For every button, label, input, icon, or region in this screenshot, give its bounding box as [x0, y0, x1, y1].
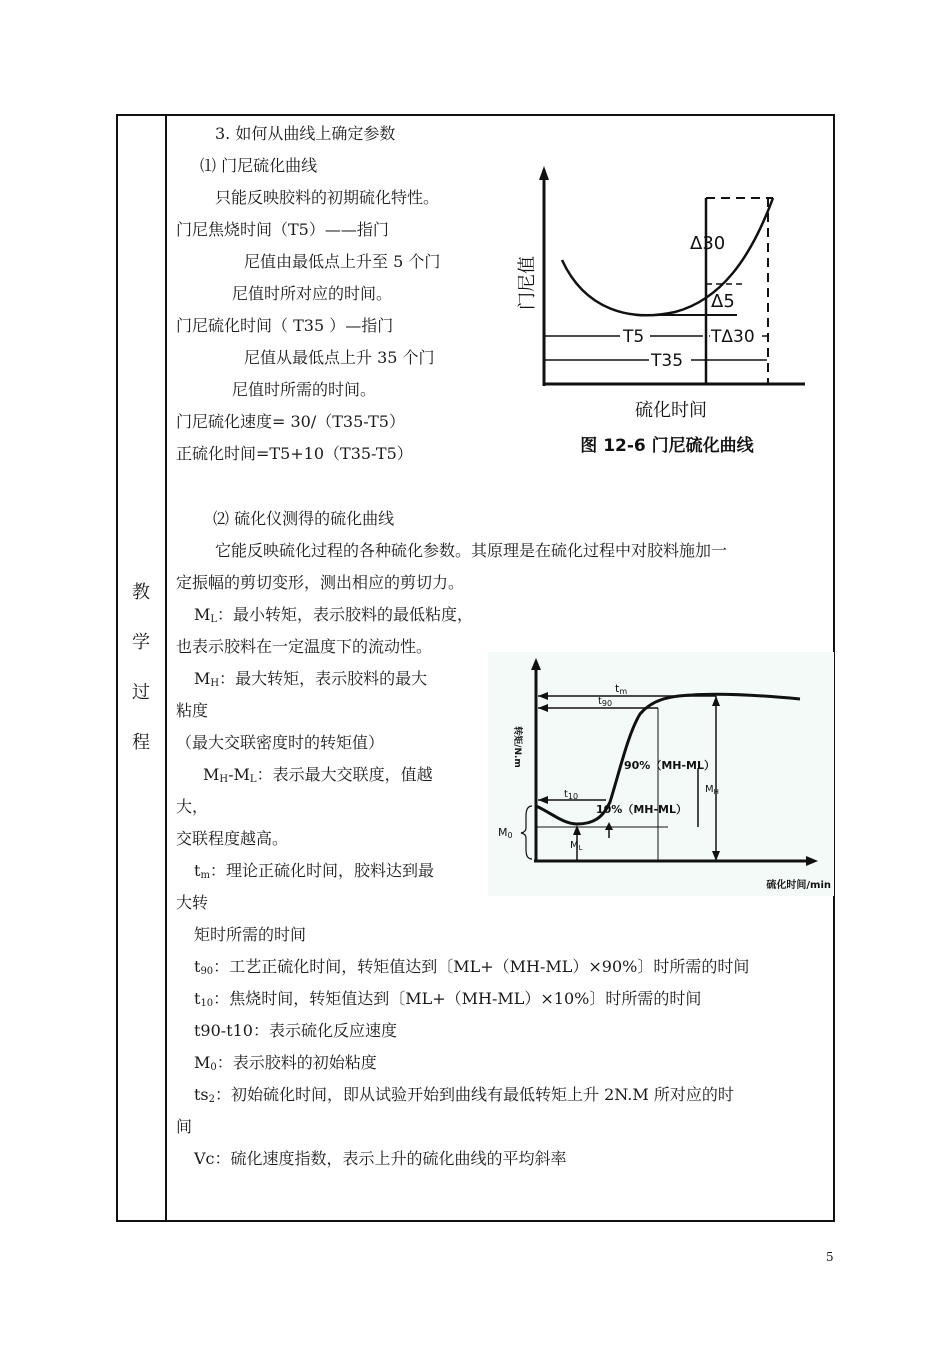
t90-definition: $t_{90}$：工艺正硫化时间，转矩值达到〔ML+（MH-ML）×90%〕时所需的时间 [194, 957, 750, 977]
svg-text:tm: tm [615, 682, 628, 696]
rheometer-text-line: 定振幅的剪切变形，测出相应的剪切力。 [176, 573, 465, 592]
mooney-text-line: 只能反映胶料的初期硫化特性。 [215, 188, 440, 207]
mooney-curve-figure [505, 160, 810, 460]
label-delta30: Δ30 [690, 233, 726, 254]
label-90-percent: 90%（MH-ML） [624, 759, 716, 772]
rheometer-text-line: （最大交联密度时的转矩值） [176, 733, 385, 752]
svg-text:MH: $M_H$ [705, 784, 719, 796]
label-t5: T5 [623, 327, 645, 347]
figure-ylabel: 转矩/N.m [512, 726, 522, 768]
rheometer-text-line: 粘度 [176, 701, 209, 720]
rheometer-text-line: 交联程度越高。 [176, 829, 289, 848]
y-axis-arrow [539, 166, 549, 180]
mooney-text-line: 门尼焦烧时间（T5）——指门 [176, 220, 389, 239]
svg-text:M0: M0 [498, 826, 513, 840]
mooney-subheading: ⑴ 门尼硫化曲线 [200, 156, 318, 175]
vc-definition: Vc：硫化速度指数，表示上升的硫化曲线的平均斜率 [194, 1149, 567, 1168]
mooney-text-line: 尼值由最低点上升至 5 个门 [244, 252, 441, 271]
rheometer-text-line: 矩时所需的时间 [194, 925, 307, 944]
mooney-text-line: 门尼硫化时间（ T35 ）—指门 [176, 316, 394, 335]
page-number: 5 [826, 1250, 834, 1264]
mooney-text-line: 尼值时所对应的时间。 [232, 284, 393, 303]
t10-definition: $t_{10}$：焦烧时间，转矩值达到〔ML+（MH-ML）×10%〕时所需的时间 [194, 989, 702, 1009]
mh-definition: $M_H$：最大转矩，表示胶料的最大 [194, 669, 428, 689]
rheometer-text-line: 大， [176, 797, 209, 816]
rheometer-text-line: 大转 [176, 893, 209, 912]
column-divider [165, 114, 167, 1222]
rheometer-text-line: 它能反映硫化过程的各种硫化参数。其原理是在硫化过程中对胶料施加一 [215, 541, 728, 560]
mooney-text-line: 尼值从最低点上升 35 个门 [244, 348, 435, 367]
figure-ylabel: 门尼值 [517, 256, 538, 310]
svg-text:ML: $M_L$ [570, 840, 583, 852]
tm-definition: $t_m$：理论正硫化时间，胶料达到最 [194, 861, 434, 881]
mhml-definition: $M_H-M_L$：表示最大交联度，值越 [203, 765, 433, 785]
side-label-char: 学 [132, 632, 150, 653]
t90-t10-definition: t90-t10：表示硫化反应速度 [194, 1021, 397, 1040]
rheometer-curve-figure [488, 652, 834, 896]
svg-text:t10: $t_{10}$ [564, 789, 579, 801]
mooney-curve [562, 198, 773, 315]
figure-xlabel: 硫化时间 [635, 400, 707, 421]
mooney-text-line: 正硫化时间=T5+10（T35-T5） [176, 444, 413, 463]
side-label-char: 程 [132, 732, 150, 753]
label-10-percent: 10%（MH-ML） [596, 803, 688, 816]
figure-caption: 图 12-6 门尼硫化曲线 [580, 436, 754, 456]
label-td30: TΔ30 [711, 327, 755, 347]
side-label-char: 教 [132, 582, 150, 603]
figure-xlabel: 硫化时间/min [766, 880, 831, 891]
ts2-definition: $ts_2$：初始硫化时间，即从试验开始到曲线有最低转矩上升 2N.M 所对应的时 [194, 1085, 734, 1105]
ml-definition: $M_L$：最小转矩，表示胶料的最低粘度， [194, 605, 474, 625]
m0-definition: $M_0$：表示胶料的初始粘度 [194, 1053, 377, 1073]
mooney-text-line: 门尼硫化速度= 30/（T35-T5） [176, 412, 405, 431]
label-delta5: Δ5 [711, 291, 735, 312]
svg-text:t90: $t_{90}$ [598, 696, 613, 708]
mooney-text-line: 尼值时所需的时间。 [232, 380, 377, 399]
rheometer-text-line: 间 [176, 1117, 193, 1136]
label-t35: T35 [651, 351, 684, 371]
section-heading: 3. 如何从曲线上确定参数 [215, 124, 396, 143]
side-label-char: 过 [132, 682, 150, 703]
rheometer-subheading: ⑵ 硫化仪测得的硫化曲线 [213, 509, 395, 528]
rheometer-text-line: 也表示胶料在一定温度下的流动性。 [176, 637, 433, 656]
